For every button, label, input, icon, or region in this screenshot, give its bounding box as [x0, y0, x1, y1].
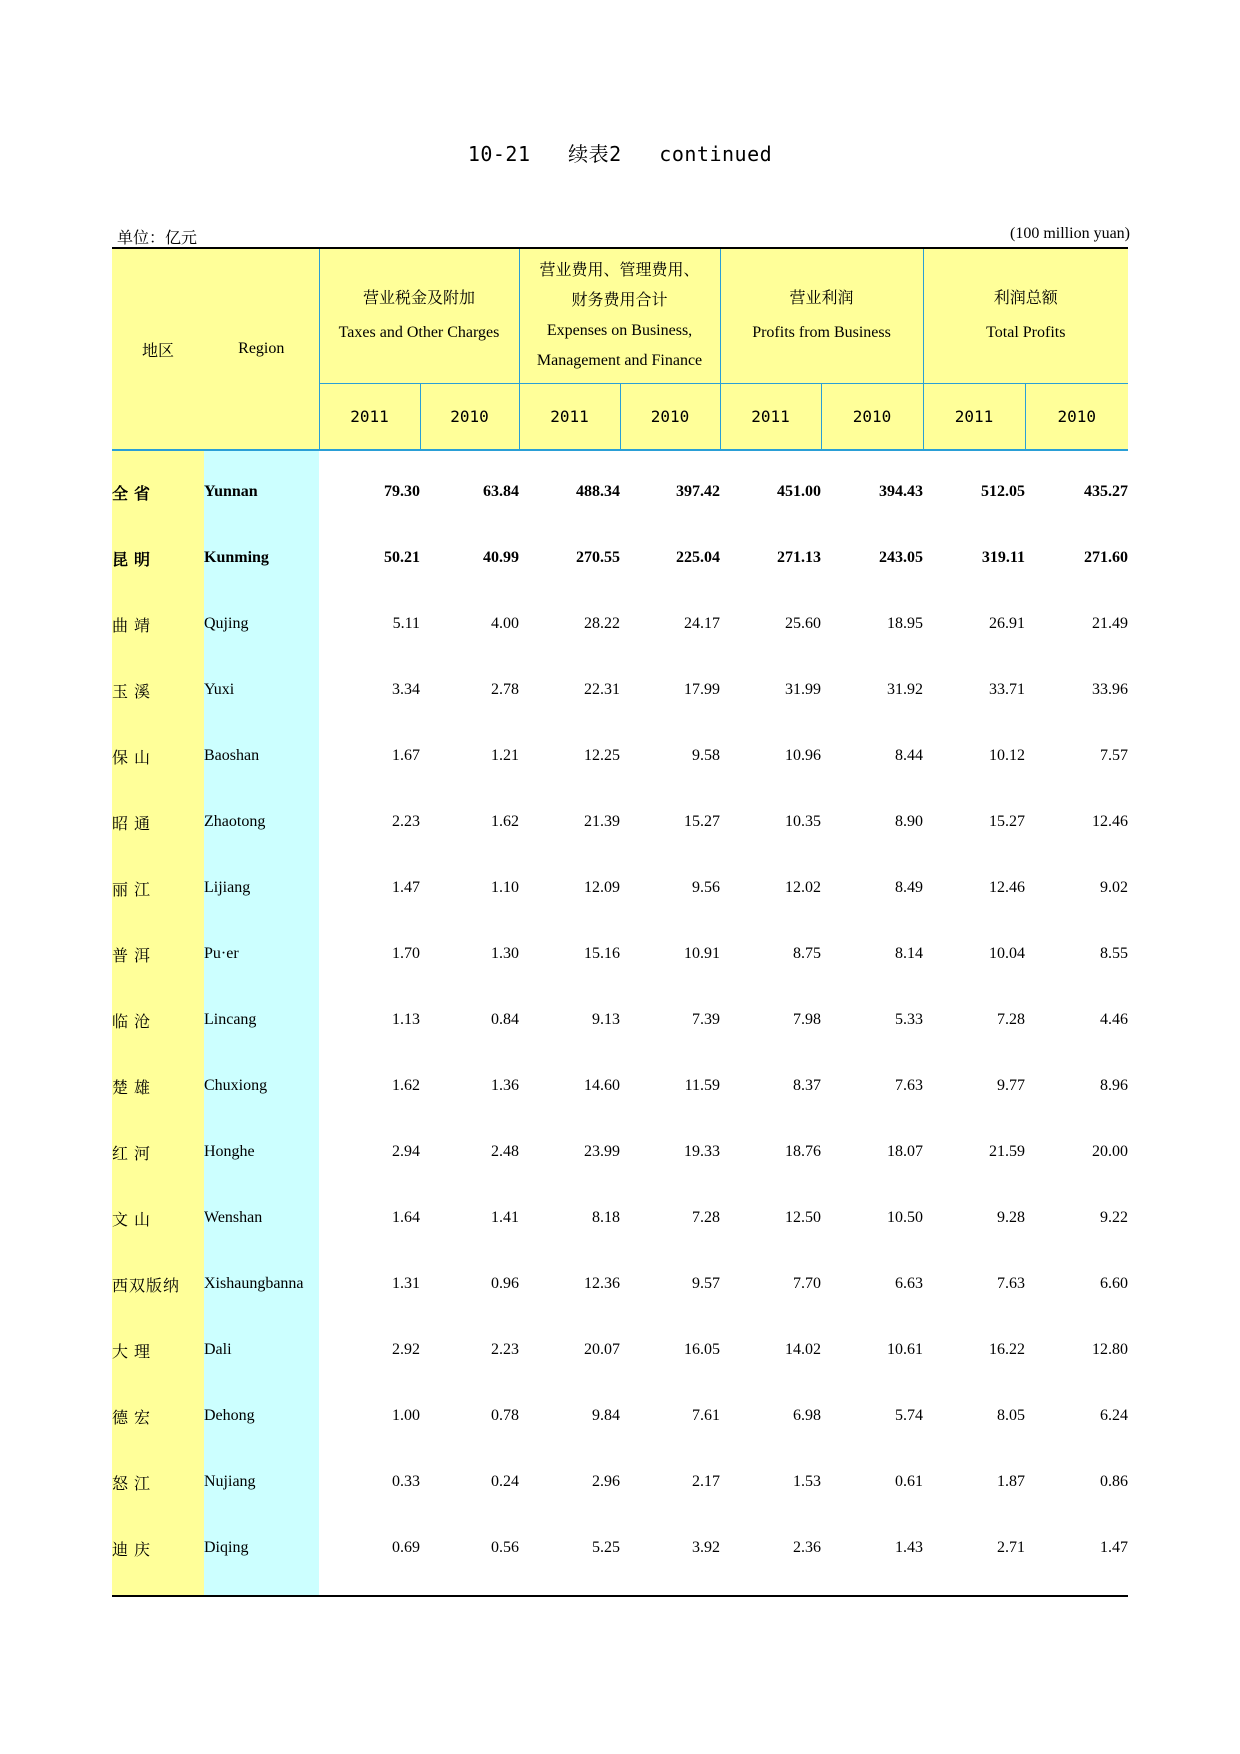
value-cell: 9.13 — [592, 1011, 621, 1028]
table-row — [112, 789, 1128, 855]
region-en-cell: Qujing — [204, 591, 319, 657]
spacer-cell — [1025, 450, 1128, 459]
value-cell: 397.42 — [676, 483, 721, 500]
value-cell: 1.67 — [392, 747, 420, 764]
value-cell: 1.47 — [1100, 1539, 1129, 1556]
value-cell: 0.69 — [392, 1539, 420, 1556]
region-zh-cell: 西双版纳 — [112, 1251, 204, 1317]
value-cell: 5.25 — [592, 1539, 621, 1556]
spacer-cell — [519, 450, 620, 459]
value-cell: 7.28 — [692, 1209, 721, 1226]
value-cell: 1.53 — [793, 1473, 822, 1490]
value-cell: 16.22 — [989, 1341, 1026, 1358]
value-cell: 12.02 — [785, 879, 822, 896]
value-cell: 2.48 — [491, 1143, 520, 1160]
region-zh-cell: 昆 明 — [112, 525, 204, 591]
value-cell: 9.58 — [692, 747, 721, 764]
value-cell: 63.84 — [483, 483, 520, 500]
region-zh-cell: 德 宏 — [112, 1383, 204, 1449]
value-cell: 1.70 — [392, 945, 420, 962]
table-row — [112, 1449, 1128, 1515]
value-cell: 9.28 — [997, 1209, 1026, 1226]
group-header-zh: 营业利润 — [789, 290, 854, 307]
value-cell: 4.00 — [491, 615, 520, 632]
value-cell: 1.87 — [997, 1473, 1026, 1490]
region-en-cell: Chuxiong — [204, 1053, 319, 1119]
region-zh-cell: 曲 靖 — [112, 591, 204, 657]
value-cell: 8.90 — [895, 813, 924, 830]
value-cell: 512.05 — [981, 483, 1026, 500]
group-header-en: Total Profits — [986, 324, 1066, 341]
table-row — [112, 1053, 1128, 1119]
table-end-cell — [821, 1581, 923, 1596]
table-row — [112, 525, 1128, 591]
value-cell: 19.33 — [684, 1143, 721, 1160]
value-cell: 9.56 — [692, 879, 721, 896]
group-header-zh: 营业费用、管理费用、 财务费用合计 — [539, 262, 700, 309]
value-cell: 2.23 — [491, 1341, 520, 1358]
year-header: 2010 — [1025, 384, 1128, 451]
region-zh-cell: 迪 庆 — [112, 1515, 204, 1581]
table-end-cell — [519, 1581, 620, 1596]
value-cell: 18.07 — [887, 1143, 924, 1160]
value-cell: 0.33 — [392, 1473, 420, 1490]
value-cell: 1.41 — [491, 1209, 520, 1226]
region-en-cell: Xishaungbanna — [204, 1251, 319, 1317]
region-en-cell: Dehong — [204, 1383, 319, 1449]
value-cell: 7.63 — [895, 1077, 924, 1094]
value-cell: 10.61 — [887, 1341, 924, 1358]
value-cell: 15.27 — [684, 813, 721, 830]
table-row — [112, 657, 1128, 723]
value-cell: 8.14 — [895, 945, 924, 962]
year-header: 2011 — [519, 384, 620, 451]
table-row — [112, 987, 1128, 1053]
value-cell: 10.04 — [989, 945, 1026, 962]
value-cell: 8.96 — [1100, 1077, 1129, 1094]
table-end-cell — [923, 1581, 1025, 1596]
region-zh-cell: 楚 雄 — [112, 1053, 204, 1119]
region-zh-cell: 全 省 — [112, 459, 204, 525]
value-cell: 3.92 — [692, 1539, 721, 1556]
spacer-cell — [923, 450, 1025, 459]
value-cell: 15.16 — [584, 945, 621, 962]
spacer-row — [112, 450, 1128, 459]
value-cell: 18.76 — [785, 1143, 822, 1160]
value-cell: 7.39 — [692, 1011, 721, 1028]
value-cell: 2.71 — [997, 1539, 1026, 1556]
value-cell: 1.64 — [392, 1209, 420, 1226]
value-cell: 8.75 — [793, 945, 822, 962]
value-cell: 31.92 — [887, 681, 924, 698]
unit-label-zh: 单位：亿元 — [117, 230, 198, 247]
value-cell: 0.24 — [491, 1473, 520, 1490]
table-end-cell — [720, 1581, 821, 1596]
value-cell: 2.17 — [692, 1473, 721, 1490]
value-cell: 2.96 — [592, 1473, 621, 1490]
value-cell: 2.78 — [491, 681, 520, 698]
statistics-table — [112, 247, 1128, 1597]
table-row — [112, 1515, 1128, 1581]
spacer-cell — [620, 450, 720, 459]
group-header-zh: 利润总额 — [993, 290, 1058, 307]
value-cell: 12.46 — [1092, 813, 1129, 830]
region-en-cell: Dali — [204, 1317, 319, 1383]
region-en-header: Region — [204, 248, 319, 450]
value-cell: 7.70 — [793, 1275, 822, 1292]
value-cell: 23.99 — [584, 1143, 621, 1160]
group-header-profits — [720, 248, 923, 384]
value-cell: 31.99 — [785, 681, 822, 698]
table-row — [112, 921, 1128, 987]
value-cell: 12.46 — [989, 879, 1026, 896]
spacer-cell — [319, 450, 420, 459]
value-cell: 271.13 — [777, 549, 822, 566]
table-body — [112, 450, 1128, 1596]
value-cell: 0.61 — [895, 1473, 924, 1490]
value-cell: 5.33 — [895, 1011, 924, 1028]
region-en-cell: Lincang — [204, 987, 319, 1053]
table-row — [112, 591, 1128, 657]
value-cell: 2.23 — [392, 813, 420, 830]
table-row — [112, 1185, 1128, 1251]
value-cell: 9.22 — [1100, 1209, 1129, 1226]
region-zh-header: 地区 — [112, 248, 204, 450]
group-header-expenses — [519, 248, 720, 384]
region-en-cell: Yuxi — [204, 657, 319, 723]
value-cell: 0.56 — [491, 1539, 520, 1556]
region-en-cell: Diqing — [204, 1515, 319, 1581]
spacer-cell — [821, 450, 923, 459]
region-en-cell: Honghe — [204, 1119, 319, 1185]
value-cell: 6.63 — [895, 1275, 924, 1292]
value-cell: 15.27 — [989, 813, 1026, 830]
value-cell: 2.36 — [793, 1539, 822, 1556]
value-cell: 22.31 — [584, 681, 621, 698]
region-en-cell: Yunnan — [204, 459, 319, 525]
group-header-zh: 营业税金及附加 — [363, 290, 476, 307]
value-cell: 7.61 — [692, 1407, 721, 1424]
year-header: 2011 — [720, 384, 821, 451]
region-zh-cell: 怒 江 — [112, 1449, 204, 1515]
value-cell: 10.35 — [785, 813, 822, 830]
region-en-cell: Pu·er — [204, 921, 319, 987]
value-cell: 435.27 — [1084, 483, 1129, 500]
table-end-cell — [204, 1581, 319, 1596]
value-cell: 20.07 — [584, 1341, 621, 1358]
group-header-en: Taxes and Other Charges — [338, 324, 500, 341]
value-cell: 0.84 — [491, 1011, 520, 1028]
value-cell: 9.77 — [997, 1077, 1026, 1094]
year-header: 2011 — [923, 384, 1025, 451]
value-cell: 21.49 — [1092, 615, 1129, 632]
value-cell: 1.21 — [491, 747, 520, 764]
value-cell: 40.99 — [483, 549, 520, 566]
region-zh-cell: 保 山 — [112, 723, 204, 789]
value-cell: 12.36 — [584, 1275, 621, 1292]
value-cell: 21.39 — [584, 813, 621, 830]
value-cell: 7.28 — [997, 1011, 1026, 1028]
table-row — [112, 1251, 1128, 1317]
value-cell: 79.30 — [384, 483, 420, 500]
spacer-cell — [112, 450, 204, 459]
value-cell: 8.44 — [895, 747, 924, 764]
spacer-cell — [204, 450, 319, 459]
table-row — [112, 1317, 1128, 1383]
table-end-cell — [319, 1581, 420, 1596]
value-cell: 10.96 — [785, 747, 822, 764]
value-cell: 6.98 — [793, 1407, 822, 1424]
value-cell: 7.63 — [997, 1275, 1026, 1292]
value-cell: 1.13 — [392, 1011, 420, 1028]
table-end-row — [112, 1581, 1128, 1596]
value-cell: 3.34 — [392, 681, 420, 698]
value-cell: 50.21 — [384, 549, 420, 566]
region-zh-cell: 玉 溪 — [112, 657, 204, 723]
value-cell: 8.18 — [592, 1209, 621, 1226]
group-header-en: Profits from Business — [752, 324, 891, 341]
value-cell: 1.43 — [895, 1539, 924, 1556]
value-cell: 5.11 — [392, 615, 420, 632]
value-cell: 8.37 — [793, 1077, 822, 1094]
group-header-taxes — [319, 248, 519, 384]
value-cell: 28.22 — [584, 615, 621, 632]
value-cell: 9.02 — [1100, 879, 1129, 896]
value-cell: 10.91 — [684, 945, 721, 962]
value-cell: 20.00 — [1092, 1143, 1129, 1160]
spacer-cell — [420, 450, 519, 459]
value-cell: 319.11 — [981, 549, 1026, 566]
value-cell: 21.59 — [989, 1143, 1026, 1160]
value-cell: 0.96 — [491, 1275, 520, 1292]
value-cell: 14.60 — [584, 1077, 621, 1094]
value-cell: 12.09 — [584, 879, 621, 896]
region-zh-cell: 红 河 — [112, 1119, 204, 1185]
value-cell: 243.05 — [879, 549, 924, 566]
table-row — [112, 459, 1128, 525]
value-cell: 1.62 — [491, 813, 520, 830]
value-cell: 17.99 — [684, 681, 721, 698]
value-cell: 1.36 — [491, 1077, 520, 1094]
table-row — [112, 1383, 1128, 1449]
year-header: 2011 — [319, 384, 420, 451]
value-cell: 33.96 — [1092, 681, 1129, 698]
value-cell: 12.25 — [584, 747, 621, 764]
value-cell: 10.12 — [989, 747, 1026, 764]
value-cell: 10.50 — [887, 1209, 924, 1226]
value-cell: 33.71 — [989, 681, 1026, 698]
value-cell: 225.04 — [676, 549, 721, 566]
table-row — [112, 1119, 1128, 1185]
value-cell: 2.94 — [392, 1143, 420, 1160]
table-end-cell — [112, 1581, 204, 1596]
region-en-cell: Lijiang — [204, 855, 319, 921]
table-end-cell — [1025, 1581, 1128, 1596]
value-cell: 14.02 — [785, 1341, 822, 1358]
region-en-cell: Wenshan — [204, 1185, 319, 1251]
year-header: 2010 — [620, 384, 720, 451]
value-cell: 451.00 — [777, 483, 822, 500]
table-row — [112, 723, 1128, 789]
value-cell: 2.92 — [392, 1341, 420, 1358]
value-cell: 6.60 — [1100, 1275, 1129, 1292]
table-end-cell — [420, 1581, 519, 1596]
value-cell: 11.59 — [684, 1077, 721, 1094]
spacer-cell — [720, 450, 821, 459]
region-zh-cell: 文 山 — [112, 1185, 204, 1251]
value-cell: 8.05 — [997, 1407, 1026, 1424]
value-cell: 25.60 — [785, 615, 822, 632]
region-en-cell: Kunming — [204, 525, 319, 591]
unit-label-en: (100 million yuan) — [1010, 225, 1130, 242]
value-cell: 0.78 — [491, 1407, 520, 1424]
value-cell: 8.49 — [895, 879, 924, 896]
value-cell: 7.98 — [793, 1011, 822, 1028]
region-zh-cell: 大 理 — [112, 1317, 204, 1383]
value-cell: 488.34 — [576, 483, 621, 500]
value-cell: 7.57 — [1100, 747, 1129, 764]
region-zh-cell: 临 沧 — [112, 987, 204, 1053]
region-zh-cell: 丽 江 — [112, 855, 204, 921]
value-cell: 394.43 — [879, 483, 924, 500]
year-header: 2010 — [821, 384, 923, 451]
value-cell: 9.84 — [592, 1407, 621, 1424]
year-header: 2010 — [420, 384, 519, 451]
value-cell: 1.47 — [392, 879, 420, 896]
region-en-cell: Baoshan — [204, 723, 319, 789]
region-zh-cell: 昭 通 — [112, 789, 204, 855]
region-zh-cell: 普 洱 — [112, 921, 204, 987]
table-end-cell — [620, 1581, 720, 1596]
value-cell: 9.57 — [692, 1275, 721, 1292]
value-cell: 270.55 — [576, 549, 621, 566]
value-cell: 8.55 — [1100, 945, 1129, 962]
value-cell: 1.10 — [491, 879, 520, 896]
group-header-total-profits — [923, 248, 1128, 384]
value-cell: 6.24 — [1100, 1407, 1129, 1424]
value-cell: 0.86 — [1100, 1473, 1129, 1490]
page-title: 10-21 续表2 continued — [467, 142, 773, 166]
value-cell: 5.74 — [895, 1407, 924, 1424]
table-row — [112, 855, 1128, 921]
region-en-cell: Nujiang — [204, 1449, 319, 1515]
value-cell: 271.60 — [1084, 549, 1129, 566]
value-cell: 26.91 — [989, 615, 1026, 632]
group-header-en: Expenses on Business, Management and Finance — [536, 322, 703, 369]
value-cell: 4.46 — [1100, 1011, 1129, 1028]
value-cell: 18.95 — [887, 615, 924, 632]
value-cell: 1.30 — [491, 945, 520, 962]
value-cell: 12.80 — [1092, 1341, 1129, 1358]
region-en-cell: Zhaotong — [204, 789, 319, 855]
value-cell: 24.17 — [684, 615, 721, 632]
value-cell: 12.50 — [785, 1209, 822, 1226]
value-cell: 1.00 — [392, 1407, 420, 1424]
value-cell: 1.31 — [392, 1275, 420, 1292]
value-cell: 16.05 — [684, 1341, 721, 1358]
value-cell: 1.62 — [392, 1077, 420, 1094]
